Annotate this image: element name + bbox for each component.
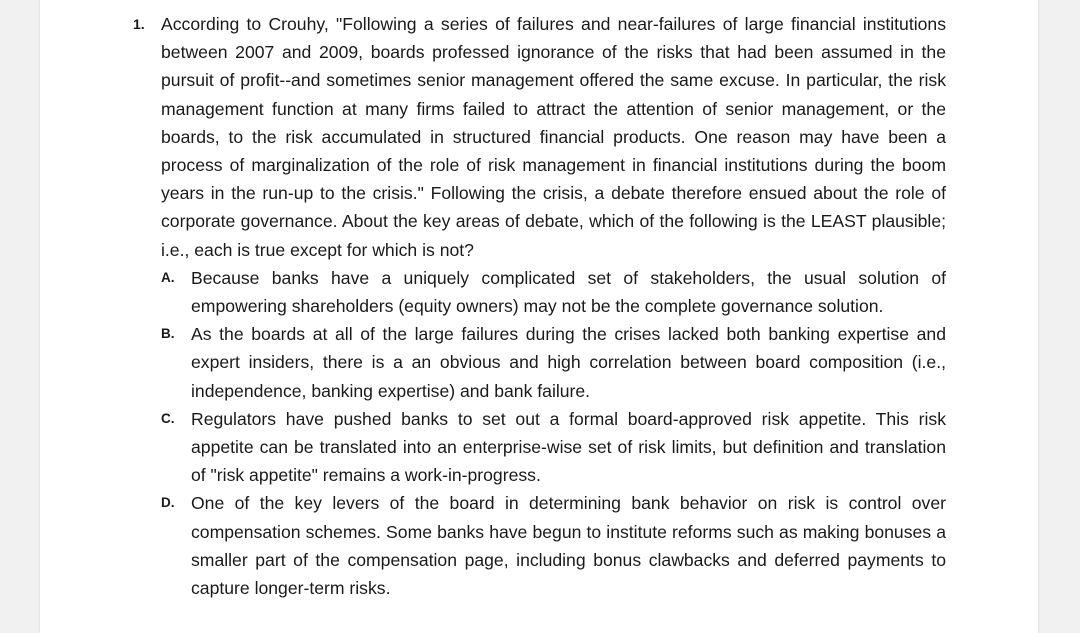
option-text: Because banks have a uniquely complicated set of stakeholders, the usual solution of empowering shareholders (equity owners) may not be the complete governance solution. bbox=[191, 267, 946, 317]
option-c bbox=[40, 405, 1038, 490]
option-text: Regulators have pushed banks to set out a formal board-approved risk appetite. This risk appetite can be translated into an enterprise-wise set of risk limits, but definition and translation of "risk appetite" remains a work-in-progress. bbox=[191, 408, 946, 486]
question-block bbox=[40, 10, 1038, 602]
option-letter: C. bbox=[161, 410, 175, 426]
option-d bbox=[40, 489, 1038, 602]
question-text: According to Crouhy, "Following a series of failures and near-failures of large financial institutions between 2007 and 2009, boards professed ignorance of the risks that had been assumed in the pursuit of profit--and sometimes senior management offered the same excuse. In particular, the risk management function at many firms failed to attract the attention of senior management, or the boards, to the risk accumulated in structured financial products. One reason may have been a process of marginalization of the role of risk management in financial institutions during the boom years in the run-up to the crisis." Following the crisis, a debate therefore ensued about the role of corporate governance. About the key areas of debate, which of the following is the LEAST plausible; i.e., each is true except for which is not? bbox=[161, 14, 946, 260]
option-letter: D. bbox=[161, 495, 175, 511]
option-b bbox=[40, 320, 1038, 405]
option-letter: B. bbox=[161, 326, 175, 342]
option-text: One of the key levers of the board in determining bank behavior on risk is control over compensation schemes. Some banks have begun to institute reforms such as making bonuses a smaller part of the compensation page, including bonus clawbacks and deferred payments to capture longer-term risks. bbox=[191, 493, 946, 599]
document-page bbox=[40, 0, 1038, 633]
question-number: 1. bbox=[133, 16, 145, 32]
option-text: As the boards at all of the large failures during the crises lacked both banking expertise and expert insiders, there is a an obvious and high correlation between board composition (i.e., independence, banking expertise) and bank failure. bbox=[191, 324, 946, 401]
question-stem bbox=[40, 10, 1038, 264]
option-letter: A. bbox=[161, 269, 175, 285]
option-a bbox=[40, 264, 1038, 320]
